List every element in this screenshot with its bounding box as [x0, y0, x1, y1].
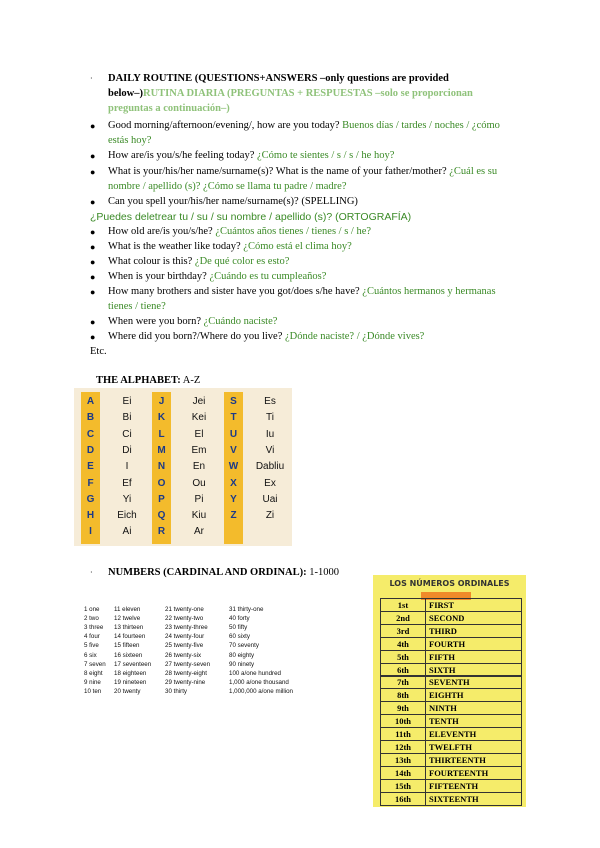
bullet-icon: ● — [90, 227, 96, 237]
number-item: 2 two — [84, 615, 99, 623]
number-item: 27 twenty-seven — [165, 660, 211, 668]
alphabet-letter: P — [158, 493, 165, 505]
bullet-icon: ● — [90, 151, 96, 161]
ordinal-word: SIXTH — [429, 664, 456, 675]
alphabet-letter: E — [87, 461, 94, 473]
alphabet-pronunciation: Bi — [122, 412, 132, 424]
ordinal-word: ELEVENTH — [429, 729, 477, 739]
alphabet-letter: F — [87, 477, 94, 489]
number-item: 18 eighteen — [114, 669, 147, 677]
ordinal-abbrev: 13th — [381, 754, 426, 766]
alphabet-letter: Y — [230, 493, 237, 505]
ordinal-row — [380, 611, 522, 625]
alphabet-letter: O — [157, 477, 166, 489]
number-item: 1,000,000 a/one million — [229, 687, 293, 695]
number-item: 6 six — [84, 651, 97, 659]
alphabet-letter: X — [230, 477, 237, 489]
ordinal-word: FIFTEENTH — [429, 780, 479, 791]
number-item: 70 seventy — [229, 642, 259, 650]
bullet-icon: ● — [90, 287, 96, 297]
alphabet-heading: THE ALPHABET: A-Z — [96, 375, 201, 386]
number-item: 1 one — [84, 606, 100, 613]
alphabet-pronunciation: Kiu — [191, 510, 207, 522]
number-item: 23 twenty-three — [165, 624, 208, 632]
routine-heading-line2 — [108, 88, 473, 99]
ordinal-abbrev: 15th — [381, 780, 426, 792]
list-item: What is the weather like today? ¿Cómo está el clima hoy? — [108, 241, 352, 252]
ordinal-abbrev: 5th — [381, 651, 426, 663]
alphabet-letter: V — [230, 444, 237, 456]
list-item: How are/is you/s/he feeling today? ¿Cómo te sientes / s / s / he hoy? — [108, 150, 395, 161]
list-item: What is your/his/her name/surname(s)? What is the name of your father/mother? ¿Cuál es su — [108, 166, 498, 177]
ordinal-word: NINTH — [429, 703, 457, 714]
list-item: When is your birthday? ¿Cuándo es tu cumpleaños? — [108, 271, 327, 282]
number-item: 3 three — [84, 624, 104, 632]
number-item: 26 twenty-six — [165, 651, 202, 659]
number-item: 31 thirty-one — [229, 606, 264, 613]
alphabet-pronunciation: Ai — [122, 526, 132, 538]
number-item: 12 twelve — [114, 615, 141, 623]
bullet-icon: ● — [90, 242, 96, 252]
list-item: What colour is this? ¿De qué color es esto? — [108, 256, 290, 267]
alphabet-pronunciation: El — [194, 428, 204, 440]
number-item: 13 thirteen — [114, 624, 144, 632]
number-item: 30 thirty — [165, 687, 188, 695]
alphabet-pronunciation: Ci — [122, 428, 132, 440]
list-item: Good morning/afternoon/evening/, how are you today? Buenos días / tardes / noches / ¿cómo — [108, 120, 500, 131]
alphabet-letter: C — [86, 428, 95, 440]
number-item: 50 fifty — [229, 624, 248, 632]
ordinal-row — [380, 792, 522, 806]
alphabet-letter: D — [86, 444, 95, 456]
alphabet-letter: L — [158, 428, 165, 440]
number-item: 14 fourteen — [114, 633, 146, 641]
bullet-icon: ● — [90, 272, 96, 282]
number-item: 8 eight — [84, 669, 103, 677]
list-item-cont: nombre / apellido (s)? ¿Cómo se llama tu padre / madre? — [108, 181, 347, 192]
number-item: 7 seven — [84, 660, 106, 668]
number-item: 22 twenty-two — [165, 615, 204, 623]
alphabet-pronunciation: Ar — [194, 526, 204, 538]
ordinal-abbrev: 4th — [381, 638, 426, 650]
ordinal-abbrev: 7th — [381, 676, 426, 688]
alphabet-letter: H — [86, 510, 95, 522]
ordinal-word: FIFTH — [429, 651, 455, 662]
alphabet-pronunciation: Ou — [192, 477, 206, 489]
alphabet-letter: T — [230, 412, 237, 424]
bullet-icon: ● — [90, 332, 96, 342]
number-item: 40 forty — [229, 615, 250, 623]
routine-heading-line3: preguntas a continuación–) — [108, 103, 230, 114]
ordinal-abbrev: 14th — [381, 767, 426, 779]
alphabet-pronunciation: Iu — [265, 428, 275, 440]
ordinal-abbrev: 16th — [381, 793, 426, 805]
ordinal-abbrev: 12th — [381, 741, 426, 753]
number-item: 19 nineteen — [114, 678, 147, 686]
alphabet-letter: I — [89, 526, 92, 538]
number-item: 28 twenty-eight — [165, 669, 207, 677]
alphabet-pronunciation: Ex — [264, 477, 276, 489]
ordinal-row — [380, 753, 522, 767]
bullet-icon: ● — [90, 197, 96, 207]
alphabet-letter: J — [158, 396, 165, 407]
list-item: How old are/is you/s/he? ¿Cuántos años tienes / tienes / s / he? — [108, 226, 372, 237]
ordinal-word: FOURTEENTH — [429, 767, 489, 778]
alphabet-pronunciation: I — [125, 461, 129, 473]
alphabet-pronunciation: Ef — [122, 477, 132, 489]
list-item: Where did you born?/Where do you live? ¿Dónde naciste? / ¿Dónde vives? — [108, 331, 425, 342]
ordinal-row — [380, 688, 522, 702]
ordinals-title: LOS NÚMEROS ORDINALES — [389, 579, 510, 588]
number-item: 80 eighty — [229, 651, 255, 659]
ordinal-abbrev: 1st — [381, 599, 426, 611]
ordinal-abbrev: 2nd — [381, 612, 426, 624]
ordinal-abbrev: 6th — [381, 664, 426, 676]
list-item: Can you spell your/his/her name/surname(s)? (SPELLING) — [108, 196, 358, 207]
ordinal-word: TENTH — [429, 716, 459, 727]
list-item-cont: tienes / tiene? — [108, 301, 166, 312]
routine-heading-spanish: RUTINA DIARIA (PREGUNTAS + RESPUESTAS –solo se proporcionan — [143, 88, 473, 99]
ordinal-row — [380, 779, 522, 793]
number-item: 15 fifteen — [114, 642, 140, 650]
number-item: 21 twenty-one — [165, 606, 204, 613]
ordinal-abbrev: 11th — [381, 728, 426, 740]
alphabet-letter: A — [86, 396, 95, 407]
alphabet-pronunciation: Uai — [262, 493, 278, 505]
alphabet-pronunciation: Jei — [192, 396, 206, 407]
numbers-heading: NUMBERS (CARDINAL AND ORDINAL): 1-1000 — [108, 567, 340, 578]
alphabet-pronunciation: Yi — [122, 493, 132, 505]
ordinal-abbrev: 3rd — [381, 625, 426, 637]
list-item: When were you born? ¿Cuándo naciste? — [108, 316, 278, 327]
routine-heading-line1: DAILY ROUTINE (QUESTIONS+ANSWERS –only questions are provided — [108, 73, 449, 84]
alphabet-letter: G — [86, 493, 95, 505]
number-item: 29 twenty-nine — [165, 678, 206, 686]
ordinal-row — [380, 675, 522, 689]
spelling-translation: ¿Puedes deletrear tu / su / su nombre / apellido (s)? (ORTOGRAFÍA) — [90, 211, 412, 223]
ordinal-word: THIRTEENTH — [429, 754, 486, 765]
number-item: 24 twenty-four — [165, 633, 205, 641]
alphabet-pronunciation: Es — [264, 396, 276, 407]
alphabet-letter: K — [157, 412, 166, 424]
list-item-cont: estás hoy? — [108, 135, 152, 146]
alphabet-pronunciation: Di — [122, 444, 132, 456]
alphabet-letter: W — [228, 461, 239, 473]
alphabet-pronunciation: Eich — [117, 510, 137, 522]
etc-text: Etc. — [90, 346, 107, 357]
heading-bullet: · — [90, 74, 93, 83]
number-item: 1,000 a/one thousand — [229, 678, 289, 686]
number-item: 10 ten — [84, 687, 102, 695]
ordinal-word: THIRD — [429, 625, 457, 636]
bullet-icon: ● — [90, 257, 96, 267]
ordinal-word: FOURTH — [429, 638, 466, 649]
alphabet-pronunciation: Em — [191, 444, 207, 456]
number-item: 5 five — [84, 642, 99, 650]
ordinals-chart — [373, 575, 526, 807]
ordinal-row — [380, 650, 522, 664]
number-item: 16 sixteen — [114, 651, 143, 659]
ordinal-abbrev: 9th — [381, 702, 426, 714]
alphabet-letter: Z — [230, 510, 237, 522]
number-item: 17 seventeen — [114, 660, 152, 668]
ordinal-row — [380, 637, 522, 651]
ordinal-row — [380, 727, 522, 741]
alphabet-pronunciation: En — [192, 461, 206, 473]
ordinal-row — [380, 624, 522, 638]
alphabet-letter: U — [229, 428, 238, 440]
ordinal-row — [380, 701, 522, 715]
number-item: 100 a/one hundred — [229, 669, 281, 677]
ordinal-word: TWELFTH — [429, 741, 472, 752]
ordinal-row — [380, 766, 522, 780]
routine-heading-below: below–) — [108, 88, 143, 99]
alphabet-letter: B — [86, 412, 95, 424]
alphabet-pronunciation: Vi — [265, 444, 275, 456]
bullet-icon: ● — [90, 121, 96, 131]
alphabet-pronunciation: Zi — [265, 510, 275, 522]
alphabet-letter: M — [157, 444, 166, 456]
alphabet-letter: Q — [157, 510, 166, 522]
alphabet-pronunciation: Pi — [194, 493, 204, 505]
alphabet-pronunciation: Ei — [122, 396, 132, 407]
number-item: 4 four — [84, 633, 100, 641]
number-item: 90 ninety — [229, 660, 255, 668]
ordinal-row — [380, 714, 522, 728]
ordinal-row — [380, 740, 522, 754]
number-item: 11 eleven — [114, 606, 141, 613]
alphabet-pronunciation: Ti — [266, 412, 274, 424]
number-item: 60 sixty — [229, 633, 250, 641]
ordinal-row — [380, 663, 522, 677]
heading-bullet: · — [90, 568, 93, 577]
bullet-icon: ● — [90, 317, 96, 327]
alphabet-letter: N — [157, 461, 166, 473]
ordinal-word: EIGHTH — [429, 690, 464, 701]
alphabet-pronunciation: Kei — [191, 412, 207, 424]
alphabet-letter: S — [230, 396, 237, 407]
ordinal-abbrev: 10th — [381, 715, 426, 727]
ordinal-row — [380, 598, 522, 612]
ordinal-word: SIXTEENTH — [429, 793, 479, 804]
number-item: 20 twenty — [114, 687, 141, 695]
ordinal-word: FIRST — [429, 600, 455, 610]
ordinal-abbrev: 8th — [381, 689, 426, 701]
alphabet-table — [74, 388, 292, 546]
number-item: 25 twenty-five — [165, 642, 204, 650]
bullet-icon: ● — [90, 167, 96, 177]
number-item: 9 nine — [84, 678, 101, 686]
alphabet-pronunciation: Dabliu — [255, 461, 285, 473]
list-item: How many brothers and sister have you got/does s/he have? ¿Cuántos hermanos y hermanas — [108, 286, 496, 297]
alphabet-letter: R — [157, 526, 166, 538]
ordinal-word: SEVENTH — [429, 677, 470, 688]
ordinal-word: SECOND — [429, 612, 465, 623]
